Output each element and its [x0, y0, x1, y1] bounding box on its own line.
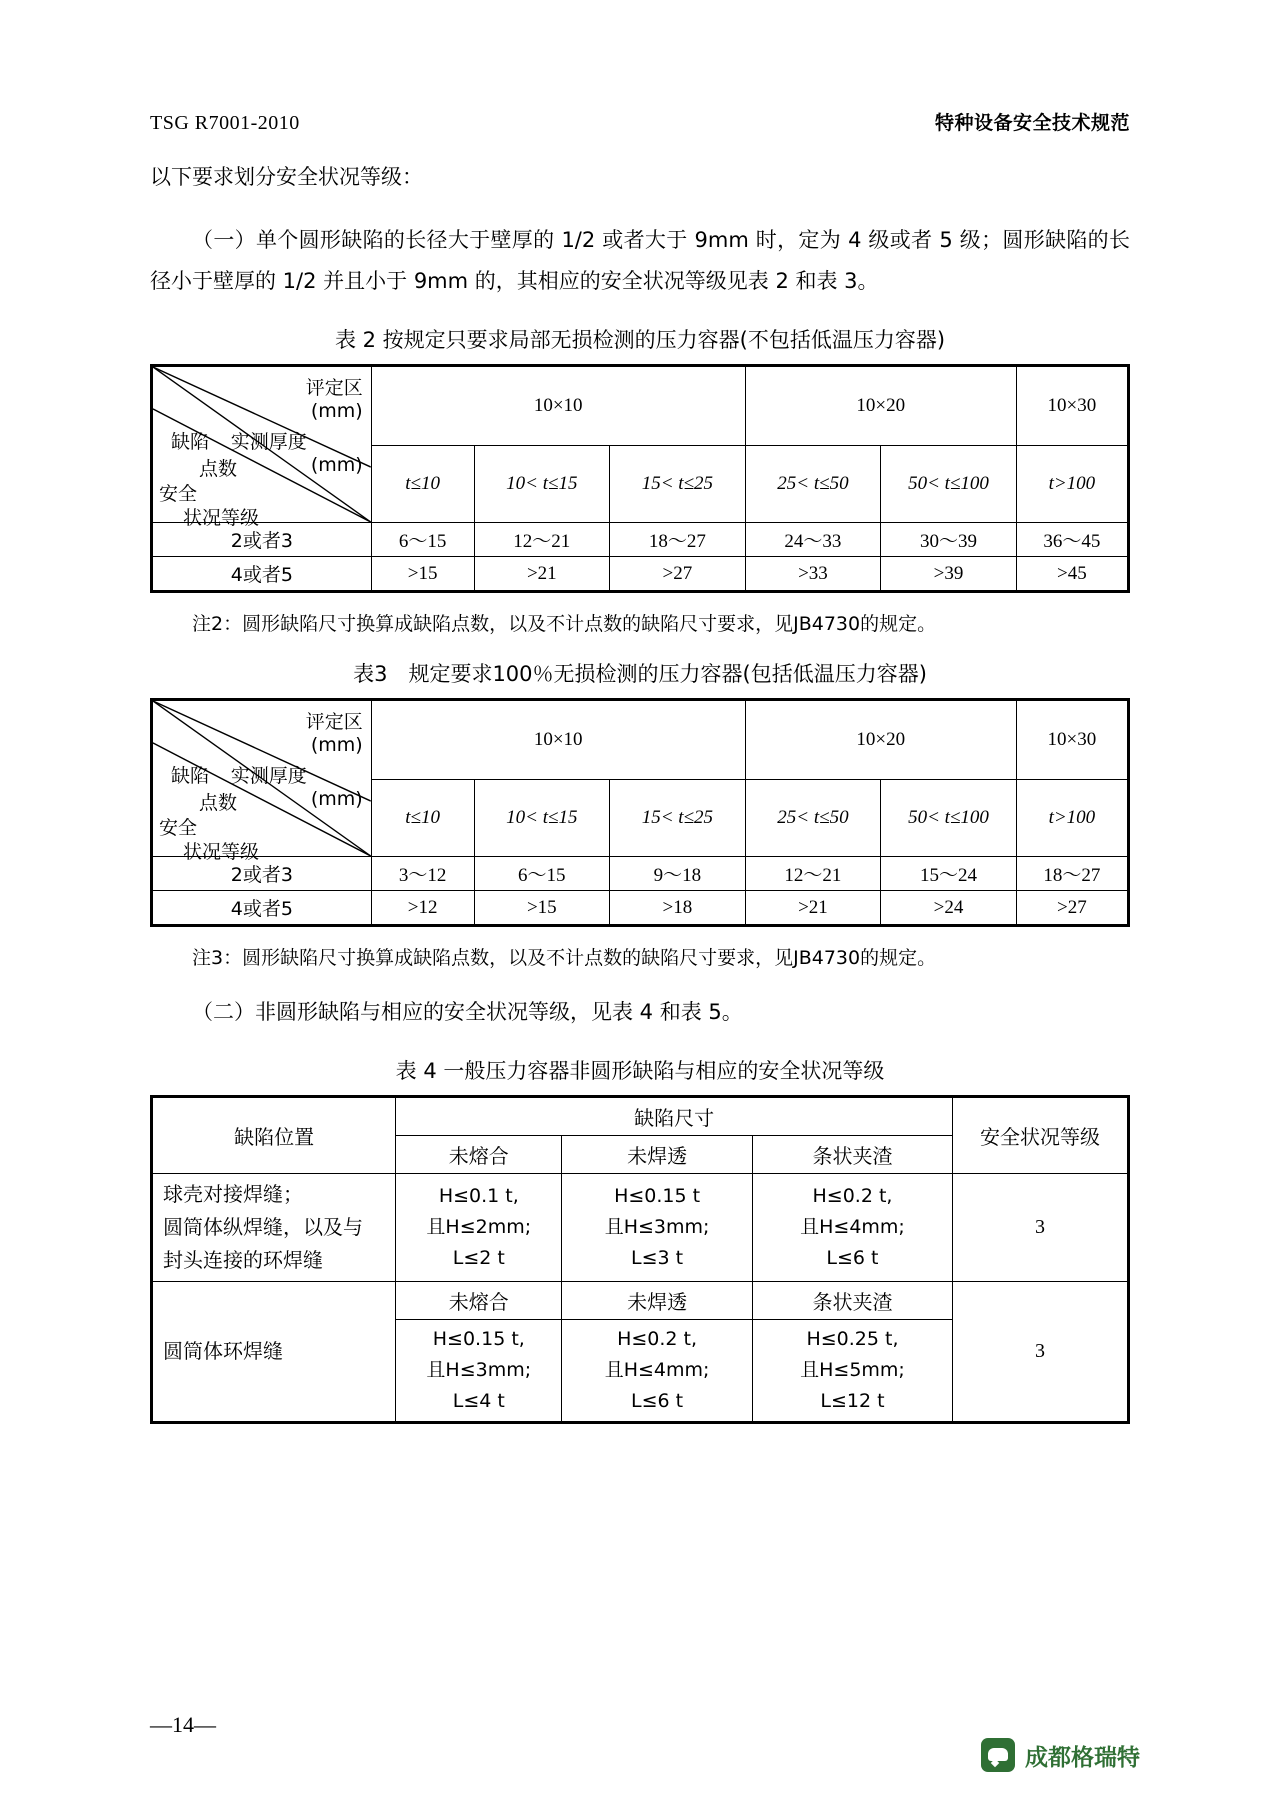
table4-subheader-0: 未熔合	[396, 1136, 562, 1174]
table4-row1-cell0	[396, 1320, 562, 1423]
section2-text: （二）非圆形缺陷与相应的安全状况等级，见表 4 和表 5。	[192, 1000, 743, 1024]
label-points: 点数	[199, 792, 238, 814]
table2-zone-group-1: 10×20	[745, 366, 1016, 446]
table-row	[152, 891, 1129, 926]
table4-header-size: 缺陷尺寸	[396, 1097, 953, 1136]
label-thickness-unit: (mm)	[310, 454, 363, 476]
label-thickness: 实测厚度	[230, 765, 307, 787]
table3-zone-group-0: 10×10	[371, 700, 745, 780]
table4-row0-grade: 3	[953, 1174, 1129, 1282]
table4-row0-cell0-line0: H≤0.1 t,	[438, 1185, 519, 1207]
table2-note: 注2：圆形缺陷尺寸换算成缺陷点数，以及不计点数的缺陷尺寸要求，见JB4730的规定。	[192, 613, 937, 635]
table3-row0-grade: 2或者3	[152, 857, 372, 891]
table3-row0-val0: 3～12	[371, 857, 474, 891]
table2-thickness-col-5: t>100	[1016, 445, 1128, 522]
page-number: —14—	[150, 1712, 216, 1737]
table4-row0-cell1-line1: 且H≤3mm;	[604, 1216, 710, 1238]
table4-row0-cell0-line1: 且H≤2mm;	[426, 1216, 532, 1238]
intro-line-1: 以下要求划分安全状况等级：	[150, 165, 423, 189]
document-code: TSG R7001-2010	[150, 112, 300, 134]
table4-row1-cell1-line2: L≤6 t	[631, 1390, 684, 1412]
watermark	[981, 1738, 1140, 1772]
table2-row0-val3: 24～33	[745, 523, 881, 557]
document-series: 特种设备安全技术规范	[934, 112, 1130, 134]
table4-row1-cell2-line2: L≤12 t	[820, 1390, 885, 1412]
table2-thickness-col-0: t≤10	[371, 445, 474, 522]
table4-row1-cell0-line2: L≤4 t	[452, 1390, 505, 1412]
label-eval-zone: 评定区	[305, 377, 363, 399]
table2-row0-val5: 36～45	[1016, 523, 1128, 557]
table4-header-grade: 安全状况等级	[953, 1097, 1129, 1174]
label-safety: 安全	[159, 483, 198, 505]
table-row	[152, 1097, 1129, 1136]
table3-thickness-col-4: 50< t≤100	[881, 779, 1017, 856]
table4-row0-cell2-line0: H≤0.2 t,	[812, 1185, 893, 1207]
table3-thickness-col-0: t≤10	[371, 779, 474, 856]
table2-corner-header	[152, 366, 372, 529]
table2-row1-val2: >27	[610, 557, 746, 592]
table2-row1-grade: 4或者5	[152, 557, 372, 592]
table4-row0-cell1	[562, 1174, 753, 1282]
table3-zone-group-2: 10×30	[1016, 700, 1128, 780]
table2-row1-val4: >39	[881, 557, 1017, 592]
label-grade: 状况等级	[183, 507, 260, 529]
table4-row0-cell2-line2: L≤6 t	[826, 1247, 879, 1269]
table2-zone-group-2: 10×30	[1016, 366, 1128, 446]
table4-row0-position	[152, 1174, 396, 1282]
watermark-label: 成都格瑞特	[1025, 1744, 1140, 1771]
table4-row1-grade: 3	[953, 1282, 1129, 1423]
table-row	[152, 857, 1129, 891]
table4-title: 表 4 一般压力容器非圆形缺陷与相应的安全状况等级	[395, 1059, 885, 1083]
table4-row0-cell1-line0: H≤0.15 t	[614, 1185, 701, 1207]
table4-row0-position-line2: 封头连接的环焊缝	[163, 1248, 323, 1272]
table4-row1-subheader-0: 未熔合	[396, 1282, 562, 1320]
table2	[150, 364, 1130, 593]
table2-zone-group-0: 10×10	[371, 366, 745, 446]
table2-thickness-col-3: 25< t≤50	[745, 445, 881, 522]
label-eval-zone: 评定区	[305, 711, 363, 733]
table3-row1-val1: >15	[474, 891, 610, 926]
table3-row1-val3: >21	[745, 891, 881, 926]
table2-row0-val1: 12～21	[474, 523, 610, 557]
table4-row0-position-line0: 球壳对接焊缝；	[163, 1182, 303, 1206]
table2-row1-val1: >21	[474, 557, 610, 592]
table3-thickness-col-3: 25< t≤50	[745, 779, 881, 856]
table4-row0-cell0-line2: L≤2 t	[452, 1247, 505, 1269]
table4-row0-position-line1: 圆筒体纵焊缝，以及与	[163, 1215, 363, 1239]
table3-thickness-col-1: 10< t≤15	[474, 779, 610, 856]
table3-note: 注3：圆形缺陷尺寸换算成缺陷点数，以及不计点数的缺陷尺寸要求，见JB4730的规定。	[192, 947, 937, 969]
table4-row1-cell1-line1: 且H≤4mm;	[604, 1359, 710, 1381]
table2-row0-val4: 30～39	[881, 523, 1017, 557]
table2-thickness-col-4: 50< t≤100	[881, 445, 1017, 522]
table2-row1-val3: >33	[745, 557, 881, 592]
label-grade: 状况等级	[183, 841, 260, 863]
label-defect: 缺陷	[171, 765, 210, 787]
table4-row0-cell2-line1: 且H≤4mm;	[800, 1216, 905, 1238]
table4-row1-cell2-line1: 且H≤5mm;	[800, 1359, 905, 1381]
table3-row0-val1: 6～15	[474, 857, 610, 891]
table2-row1-val5: >45	[1016, 557, 1128, 592]
table3-row0-val5: 18～27	[1016, 857, 1128, 891]
label-thickness-unit: (mm)	[310, 788, 363, 810]
table3	[150, 698, 1130, 927]
table3-row1-val5: >27	[1016, 891, 1128, 926]
table-row	[152, 1174, 1129, 1282]
table2-row0-val2: 18～27	[610, 523, 746, 557]
table4-row1-cell2-line0: H≤0.25 t,	[806, 1328, 899, 1350]
table4-row0-cell0	[396, 1174, 562, 1282]
table3-row0-val4: 15～24	[881, 857, 1017, 891]
table3-title: 表3 规定要求100％无损检测的压力容器(包括低温压力容器)	[353, 662, 927, 686]
table4-row1-position-line0: 圆筒体环焊缝	[163, 1339, 283, 1363]
wechat-icon	[981, 1738, 1015, 1772]
intro-line-2: （一）单个圆形缺陷的长径大于壁厚的 1/2 或者大于 9mm 时，定为 4 级或者 5 级；圆形缺陷的长径小于壁厚的 1/2 并且小于 9mm 的，其相应的安全状况等级见表 2 和表 3。	[150, 228, 1130, 293]
table-row	[152, 557, 1129, 592]
label-defect: 缺陷	[171, 431, 210, 453]
table4-subheader-2: 条状夹渣	[752, 1136, 952, 1174]
table4-subheader-1: 未焊透	[562, 1136, 753, 1174]
table2-row0-val0: 6～15	[371, 523, 474, 557]
table4-header-position: 缺陷位置	[152, 1097, 396, 1174]
label-eval-zone-unit: (mm)	[310, 400, 363, 422]
table2-title: 表 2 按规定只要求局部无损检测的压力容器(不包括低温压力容器)	[334, 328, 946, 352]
table2-thickness-col-1: 10< t≤15	[474, 445, 610, 522]
table-row	[152, 366, 1129, 446]
table4-row1-subheader-2: 条状夹渣	[752, 1282, 952, 1320]
label-thickness: 实测厚度	[230, 431, 307, 453]
table2-row1-val0: >15	[371, 557, 474, 592]
table3-row1-val2: >18	[610, 891, 746, 926]
table4	[150, 1095, 1130, 1424]
table4-row1-cell2	[752, 1320, 952, 1423]
table3-row0-val3: 12～21	[745, 857, 881, 891]
table3-row1-val4: >24	[881, 891, 1017, 926]
table-row	[152, 523, 1129, 557]
page-header	[150, 0, 1130, 135]
table4-row1-subheader-1: 未焊透	[562, 1282, 753, 1320]
table2-thickness-col-2: 15< t≤25	[610, 445, 746, 522]
table2-row0-grade: 2或者3	[152, 523, 372, 557]
table-row	[152, 1282, 1129, 1320]
table3-row1-val0: >12	[371, 891, 474, 926]
table4-row1-cell1	[562, 1320, 753, 1423]
table3-row0-val2: 9～18	[610, 857, 746, 891]
table4-row1-cell1-line0: H≤0.2 t,	[617, 1328, 698, 1350]
label-safety: 安全	[159, 817, 198, 839]
table3-thickness-col-2: 15< t≤25	[610, 779, 746, 856]
table3-thickness-col-5: t>100	[1016, 779, 1128, 856]
table4-row1-cell0-line1: 且H≤3mm;	[426, 1359, 532, 1381]
label-points: 点数	[199, 458, 238, 480]
label-eval-zone-unit: (mm)	[310, 734, 363, 756]
table-row	[152, 700, 1129, 780]
table3-row1-grade: 4或者5	[152, 891, 372, 926]
table4-row1-cell0-line0: H≤0.15 t,	[432, 1328, 525, 1350]
table4-row1-position	[152, 1282, 396, 1423]
table3-corner-header	[152, 700, 372, 863]
table4-row0-cell2	[752, 1174, 952, 1282]
table4-row0-cell1-line2: L≤3 t	[631, 1247, 684, 1269]
table3-zone-group-1: 10×20	[745, 700, 1016, 780]
